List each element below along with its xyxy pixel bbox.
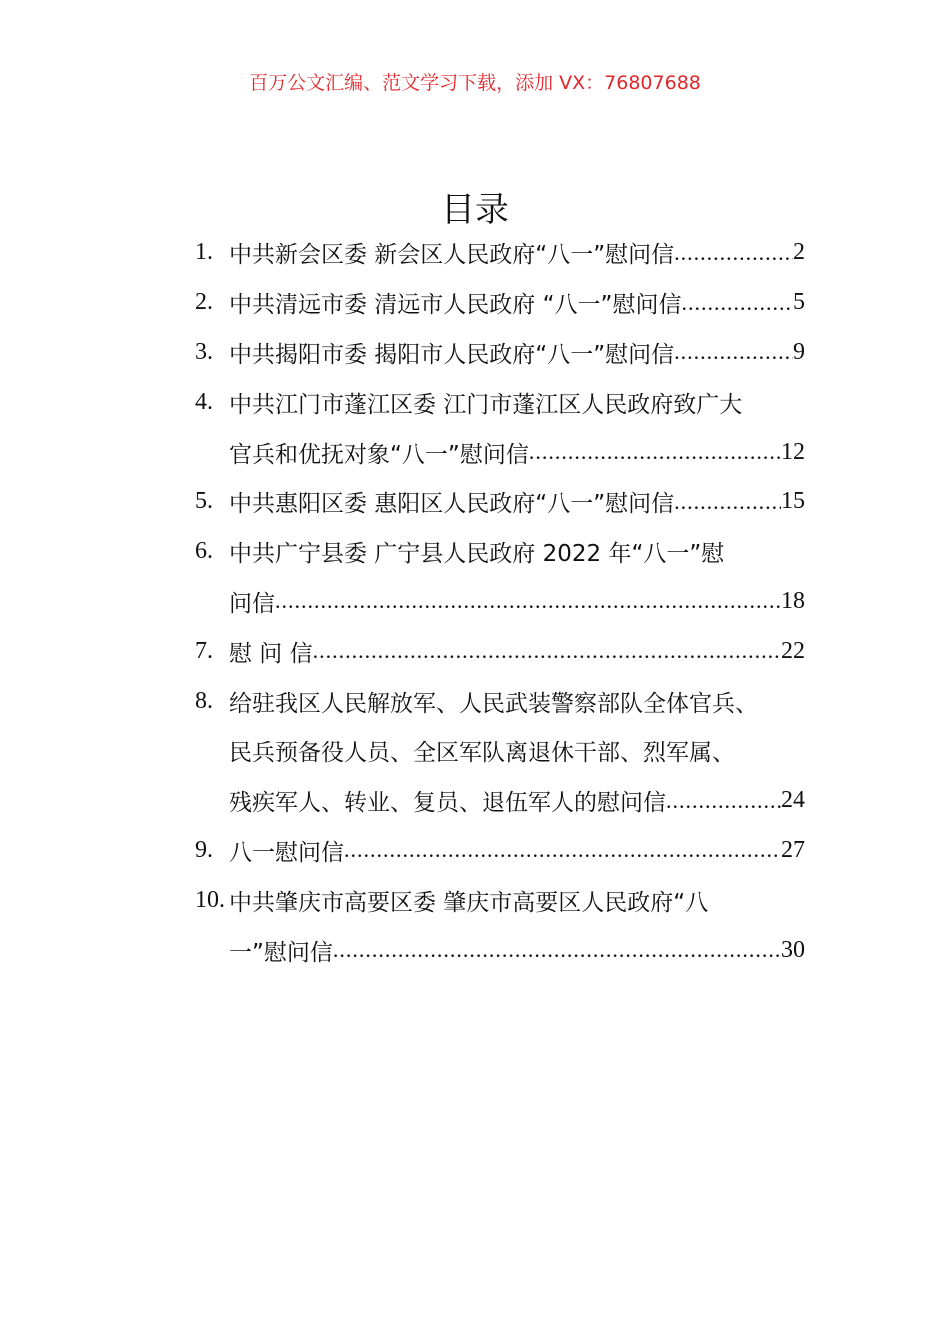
toc-entry-1[interactable] [195,228,805,278]
dot-leader [674,240,793,266]
dot-leader [674,339,793,365]
toc-entry-2[interactable] [195,278,805,328]
toc-entry-8-cont[interactable] [195,776,805,826]
entry-number: 4. [195,388,213,415]
entry-title: 中共江门市蓬江区委 江门市蓬江区人民政府致广大 [229,391,743,418]
entry-title: 残疾军人、转业、复员、退伍军人的慰问信 [229,790,666,817]
toc-entry-4-cont[interactable] [195,427,805,477]
toc-entry-6-cont[interactable] [195,577,805,627]
dot-leader [275,588,781,614]
entry-title: 八一慰问信 [229,839,344,866]
entry-title: 中共揭阳市委 揭阳市人民政府“八一”慰问信 [229,341,675,368]
dot-leader [344,837,781,863]
dot-leader [333,937,781,963]
entry-title: 中共新会区委 新会区人民政府“八一”慰问信 [229,242,675,269]
toc-entry-10[interactable] [195,875,805,925]
toc-entry-3[interactable] [195,328,805,378]
dot-leader [313,638,781,664]
toc-entry-7[interactable] [195,626,805,676]
toc-entry-8[interactable] [195,676,805,726]
toc-entry-10-cont[interactable] [195,925,805,975]
entry-page: 12 [781,438,805,465]
toc-entry-8-cont[interactable] [195,726,805,776]
dot-leader [674,489,781,515]
entry-page: 2 [793,239,805,266]
entry-number: 5. [195,488,213,515]
entry-number: 1. [195,239,213,266]
toc-entry-6[interactable] [195,527,805,577]
entry-title: 给驻我区人民解放军、人民武装警察部队全体官兵、 [229,690,758,717]
entry-number: 8. [195,687,213,714]
entry-page: 15 [781,488,805,515]
dot-leader [529,439,781,465]
entry-title: 民兵预备役人员、全区军队离退休干部、烈军属、 [229,740,735,767]
entry-title: 中共广宁县委 广宁县人民政府 2022 年“八一”慰 [229,541,725,568]
entry-title: 中共清远市委 清远市人民政府 “八一”慰问信 [229,292,682,319]
entry-title: 慰 问 信 [229,640,313,667]
entry-title: 官兵和优抚对象“八一”慰问信 [229,441,529,468]
entry-number: 7. [195,637,213,664]
entry-page: 27 [781,836,805,863]
entry-page: 5 [793,289,805,316]
entry-page: 18 [781,587,805,614]
entry-title: 一”慰问信 [229,939,333,966]
entry-page: 9 [793,338,805,365]
toc-entry-9[interactable] [195,826,805,876]
entry-number: 2. [195,289,213,316]
table-of-contents [195,228,805,975]
page-title: 目录 [441,190,509,230]
entry-number: 6. [195,538,213,565]
dot-leader [681,290,793,316]
entry-number: 10. [195,886,225,913]
entry-number: 9. [195,836,213,863]
entry-title: 问信 [229,590,275,617]
entry-number: 3. [195,338,213,365]
dot-leader [666,788,781,814]
entry-page: 30 [781,936,805,963]
toc-entry-5[interactable] [195,477,805,527]
entry-page: 24 [781,787,805,814]
toc-entry-4[interactable] [195,377,805,427]
entry-title: 中共惠阳区委 惠阳区人民政府“八一”慰问信 [229,491,675,518]
entry-page: 22 [781,637,805,664]
entry-title: 中共肇庆市高要区委 肇庆市高要区人民政府“八 [229,889,709,916]
watermark-banner: 百万公文汇编、范文学习下载，添加 VX：76807688 [249,72,701,94]
